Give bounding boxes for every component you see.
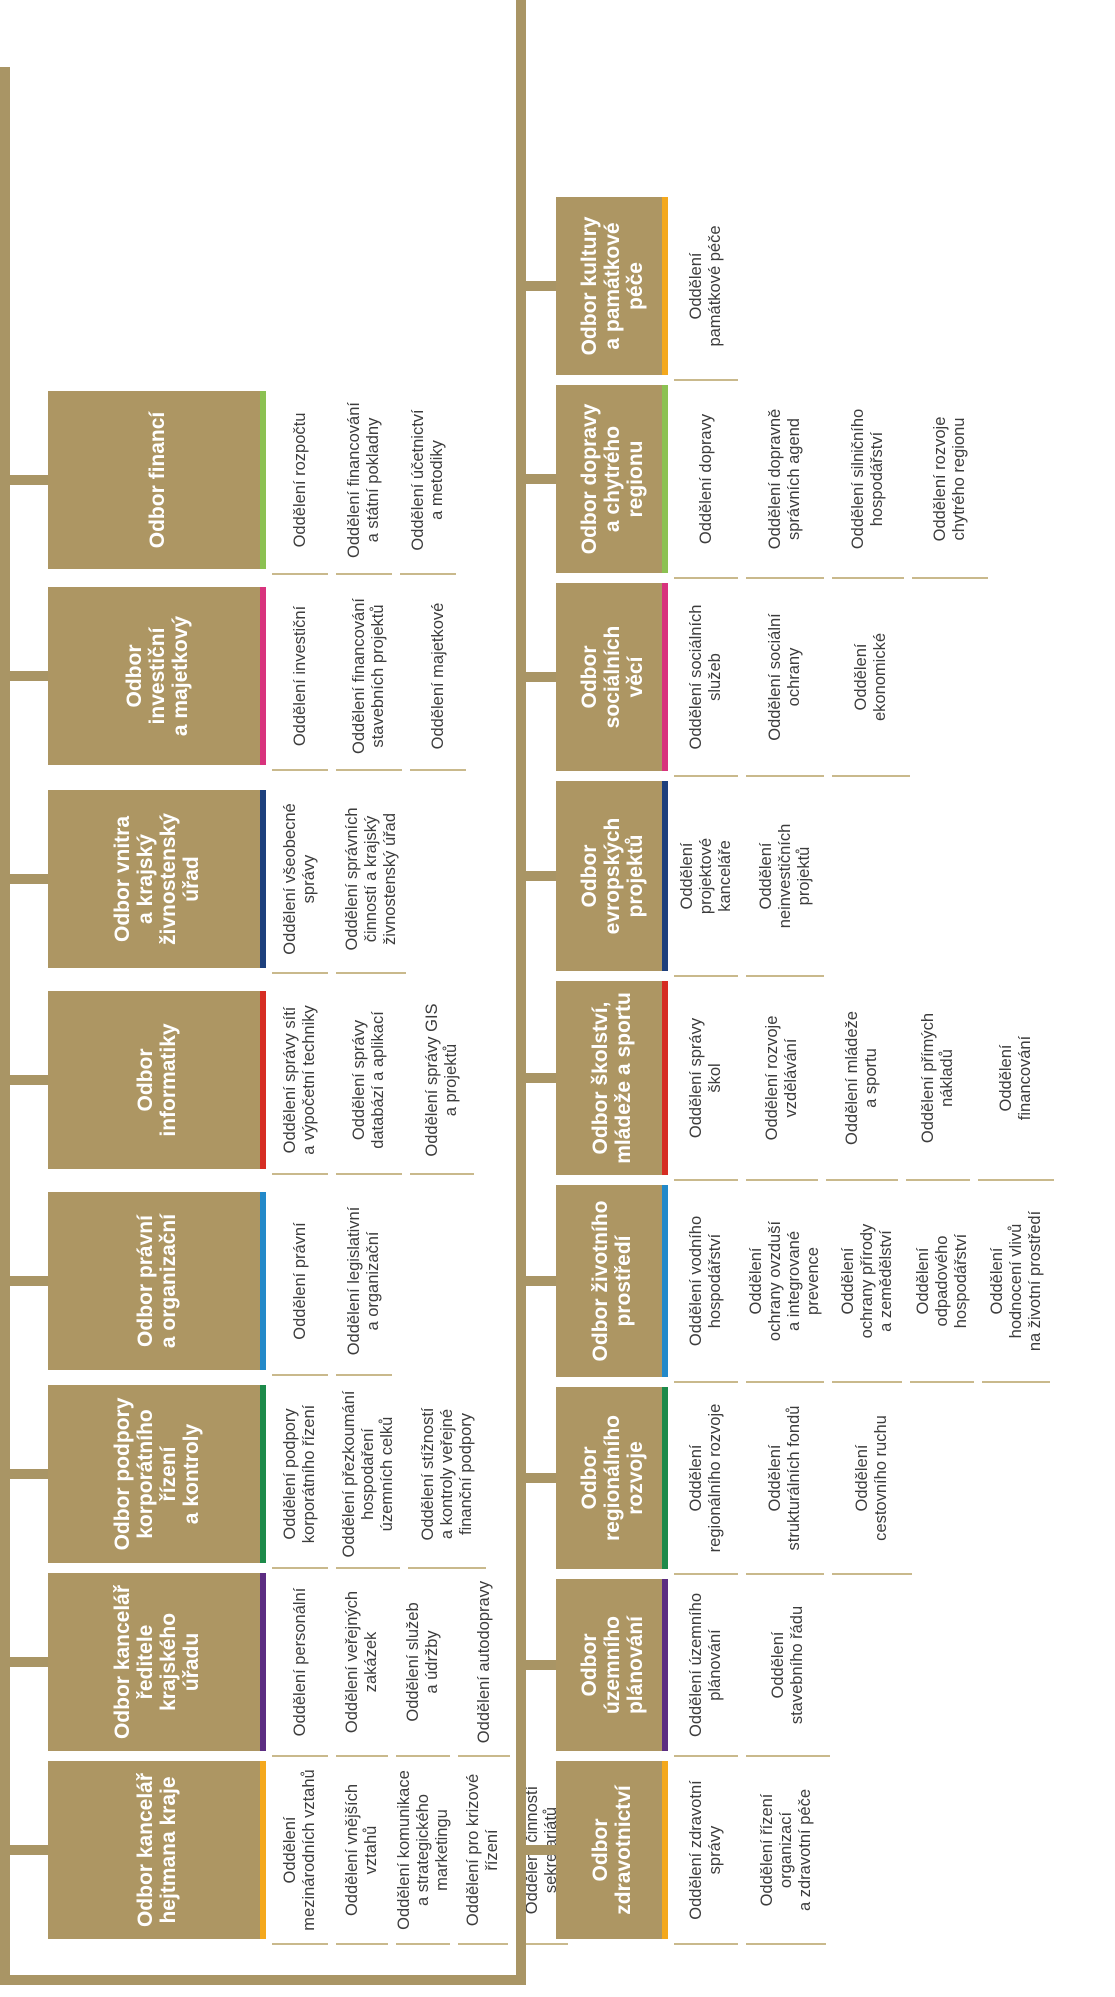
- department-separator: [746, 1381, 824, 1383]
- department-separator: [336, 573, 392, 575]
- department-item: Oddělení pro krizové řízení: [464, 1773, 501, 1927]
- department-separator: [912, 577, 988, 579]
- department-separator: [832, 1573, 912, 1575]
- unit-accent-stripe: [260, 991, 266, 1169]
- department-item: Oddělení zdravotní správy: [687, 1780, 724, 1920]
- department-separator: [400, 573, 456, 575]
- department-separator: [410, 769, 466, 771]
- department-separator: [746, 775, 824, 777]
- department-item: Oddělení veřejných zakázek: [343, 1590, 380, 1734]
- department-item: Oddělení investiční: [290, 605, 309, 747]
- department-item: Oddělení cestovního ruchu: [853, 1415, 890, 1541]
- department-separator: [674, 1381, 738, 1383]
- department-item: Oddělení financování a státní pokladny: [345, 402, 382, 558]
- department-item: Oddělení rozvoje chytrého regionu: [931, 416, 968, 542]
- department-separator: [826, 1179, 898, 1181]
- department-separator: [272, 573, 328, 575]
- department-item: Oddělení činností: [523, 1785, 541, 1915]
- department-item: Oddělení přezkoumání hospodaření územních celků: [339, 1390, 396, 1558]
- department-item: Oddělení regionálního rozvoje: [687, 1403, 724, 1553]
- department-item: Oddělení financování stavebních projektů: [350, 598, 387, 754]
- department-separator: [746, 1179, 818, 1181]
- department-separator: [272, 1943, 328, 1945]
- unit-accent-stripe: [260, 1385, 266, 1563]
- connector-stub: [526, 474, 556, 484]
- department-item: Oddělení správy sítí a výpočetní techniky: [281, 1005, 318, 1155]
- department-separator: [674, 975, 738, 977]
- unit-header[interactable]: Odbor kultury a památkové péče: [556, 197, 668, 375]
- department-item: Oddělení stavebního řádu: [769, 1605, 806, 1725]
- connector-stub: [526, 1845, 556, 1855]
- department-separator: [272, 1567, 328, 1569]
- department-separator: [746, 1943, 826, 1945]
- department-item: Oddělení správních činností a krajský živnostenský úřad: [342, 807, 399, 951]
- department-separator: [336, 1943, 388, 1945]
- department-separator: [832, 775, 910, 777]
- connector-stub: [10, 874, 48, 884]
- unit-header[interactable]: Odbor dopravy a chytrého regionu: [556, 385, 668, 573]
- department-separator: [746, 975, 824, 977]
- connector-stub: [526, 871, 556, 881]
- department-separator: [336, 1374, 392, 1376]
- department-item: Oddělení komunikace a strategického marketingu: [394, 1770, 451, 1930]
- unit-accent-stripe: [662, 197, 668, 375]
- department-item: Oddělení vnějších vztahů: [343, 1783, 380, 1917]
- department-separator: [272, 1173, 328, 1175]
- department-item: Oddělení vodního hospodářství: [687, 1215, 724, 1347]
- department-item: Oddělení podpory korporátního řízení: [281, 1404, 318, 1544]
- department-separator: [746, 1573, 824, 1575]
- connector-stub: [10, 671, 48, 681]
- department-item: Oddělení silničního hospodářství: [849, 408, 886, 550]
- department-item: Oddělení financování: [997, 1035, 1034, 1121]
- unit-header[interactable]: Odbor financí: [48, 391, 266, 569]
- unit-accent-stripe: [662, 981, 668, 1175]
- department-separator: [906, 1179, 970, 1181]
- unit-header[interactable]: Odbor investiční a majetkový: [48, 587, 266, 765]
- department-item: Oddělení správy GIS a projektů: [423, 1003, 460, 1157]
- connector-stub: [10, 1469, 48, 1479]
- connector-stub: [526, 1276, 556, 1286]
- unit-header[interactable]: Odbor územního plánování: [556, 1579, 668, 1751]
- department-item: Oddělení památkové péče: [687, 225, 724, 347]
- department-separator: [408, 1567, 486, 1569]
- department-item: Oddělení ochrany přírody a zemědělství: [838, 1223, 895, 1339]
- connector-stub: [526, 1473, 556, 1483]
- department-separator: [910, 1381, 974, 1383]
- unit-accent-stripe: [260, 790, 266, 968]
- department-separator: [982, 1381, 1050, 1383]
- department-separator: [746, 577, 824, 579]
- unit-accent-stripe: [260, 1761, 266, 1939]
- unit-header[interactable]: Odbor informatiky: [48, 991, 266, 1169]
- department-separator: [396, 1943, 450, 1945]
- department-separator: [336, 972, 406, 974]
- connector-stub: [526, 1660, 556, 1670]
- department-separator: [410, 1173, 474, 1175]
- unit-header[interactable]: Odbor podpory korporátního řízení a kontroly: [48, 1385, 266, 1563]
- department-separator: [336, 769, 402, 771]
- department-separator: [674, 775, 738, 777]
- department-item: Oddělení hodnocení vlivů na životní prostředí: [987, 1210, 1044, 1352]
- department-separator: [674, 577, 738, 579]
- top-connector-bar: [0, 67, 10, 1975]
- connector-stub: [10, 475, 48, 485]
- department-item: Oddělení rozvoje vzdělávání: [763, 1015, 800, 1141]
- unit-header[interactable]: Odbor školství, mládeže a sportu: [556, 981, 668, 1175]
- unit-header[interactable]: Odbor životního prostředí: [556, 1185, 668, 1377]
- department-item: Oddělení právní: [290, 1222, 309, 1340]
- unit-accent-stripe: [260, 1573, 266, 1751]
- main-trunk: [0, 1975, 526, 1985]
- unit-accent-stripe: [662, 385, 668, 573]
- department-separator: [272, 1755, 328, 1757]
- department-separator: [674, 379, 738, 381]
- department-item: Oddělení mládeže a sportu: [843, 1011, 880, 1145]
- department-item: Oddělení ekonomické: [852, 632, 889, 722]
- unit-header[interactable]: Odbor evropských projektů: [556, 781, 668, 971]
- department-item: Oddělení strukturálních fondů: [766, 1405, 803, 1551]
- unit-header[interactable]: Odbor sociálních věcí: [556, 583, 668, 771]
- department-separator: [832, 577, 904, 579]
- department-separator: [272, 1374, 328, 1376]
- unit-accent-stripe: [260, 587, 266, 765]
- department-separator: [336, 1173, 402, 1175]
- department-item: Oddělení neinvestičních projektů: [756, 823, 813, 929]
- department-item: Oddělení sociální ochrany: [766, 613, 803, 741]
- unit-accent-stripe: [260, 1192, 266, 1370]
- unit-header[interactable]: Odbor vnitra a krajský živnostenský úřad: [48, 790, 266, 968]
- connector-stub: [526, 672, 556, 682]
- department-separator: [458, 1755, 510, 1757]
- department-separator: [336, 1567, 400, 1569]
- unit-header[interactable]: Odbor zdravotnictví: [556, 1761, 668, 1939]
- unit-accent-stripe: [662, 1185, 668, 1377]
- unit-accent-stripe: [260, 391, 266, 569]
- department-separator: [674, 1755, 738, 1757]
- department-item: Oddělení účetnictví a metodiky: [409, 409, 446, 551]
- department-item: Oddělení dopravně správních agend: [766, 408, 803, 550]
- department-item: Oddělení projektové kanceláře: [677, 837, 734, 915]
- department-item: Oddělení legislativní a organizační: [345, 1206, 382, 1356]
- unit-header[interactable]: Odbor kancelář ředitele krajského úřadu: [48, 1573, 266, 1751]
- department-item: Oddělení rozpočtu: [290, 412, 309, 548]
- department-item: Oddělení stížností a kontroly veřejné finanční podpory: [418, 1407, 475, 1541]
- department-item: Oddělení odpadového hospodářství: [913, 1233, 970, 1329]
- department-item: Oddělení majetkové: [428, 602, 447, 750]
- unit-accent-stripe: [662, 781, 668, 971]
- department-separator: [832, 1381, 902, 1383]
- department-separator: [336, 1755, 388, 1757]
- department-separator: [272, 972, 328, 974]
- connector-stub: [526, 281, 556, 291]
- department-separator: [674, 1573, 738, 1575]
- department-item: Oddělení personální: [290, 1587, 309, 1737]
- department-item: Oddělení územního plánování: [687, 1593, 724, 1738]
- department-item: Oddělení správy databází a aplikací: [350, 1011, 387, 1149]
- bottom-connector-bar: [516, 0, 526, 1975]
- unit-header[interactable]: Odbor právní a organizační: [48, 1192, 266, 1370]
- department-item: Oddělení ochrany ovzduší a integrované prevence: [747, 1220, 822, 1342]
- department-item: Oddělení sociálních služeb: [687, 604, 724, 750]
- connector-stub: [10, 1075, 48, 1085]
- department-separator: [272, 769, 328, 771]
- department-item: Oddělení služeb a údržby: [404, 1602, 441, 1722]
- connector-stub: [10, 1845, 48, 1855]
- unit-header[interactable]: Odbor regionálního rozvoje: [556, 1387, 668, 1569]
- department-item: Oddělení dopravy: [696, 413, 715, 545]
- department-item: Oddělení autodopravy: [474, 1580, 493, 1744]
- connector-stub: [10, 1657, 48, 1667]
- department-separator: [458, 1943, 508, 1945]
- unit-header[interactable]: Odbor kancelář hejtmana kraje: [48, 1761, 266, 1939]
- department-item: Oddělení řízení organizací a zdravotní péče: [757, 1789, 814, 1911]
- connector-stub: [10, 1276, 48, 1286]
- department-item: Oddělení všeobecné správy: [281, 803, 318, 955]
- department-separator: [674, 1943, 738, 1945]
- department-item: Oddělení přímých nákladů: [919, 1012, 956, 1144]
- department-separator: [396, 1755, 450, 1757]
- unit-accent-stripe: [662, 1579, 668, 1751]
- unit-accent-stripe: [662, 583, 668, 771]
- department-item: Oddělení mezinárodních vztahů: [281, 1769, 318, 1931]
- department-separator: [746, 1755, 830, 1757]
- unit-accent-stripe: [662, 1761, 668, 1939]
- department-separator: [978, 1179, 1054, 1181]
- department-item: Oddělení správy škol: [687, 1017, 724, 1139]
- connector-stub: [526, 1073, 556, 1083]
- unit-accent-stripe: [662, 1387, 668, 1569]
- trunk-link-top: [0, 1965, 10, 1985]
- department-separator: [674, 1179, 738, 1181]
